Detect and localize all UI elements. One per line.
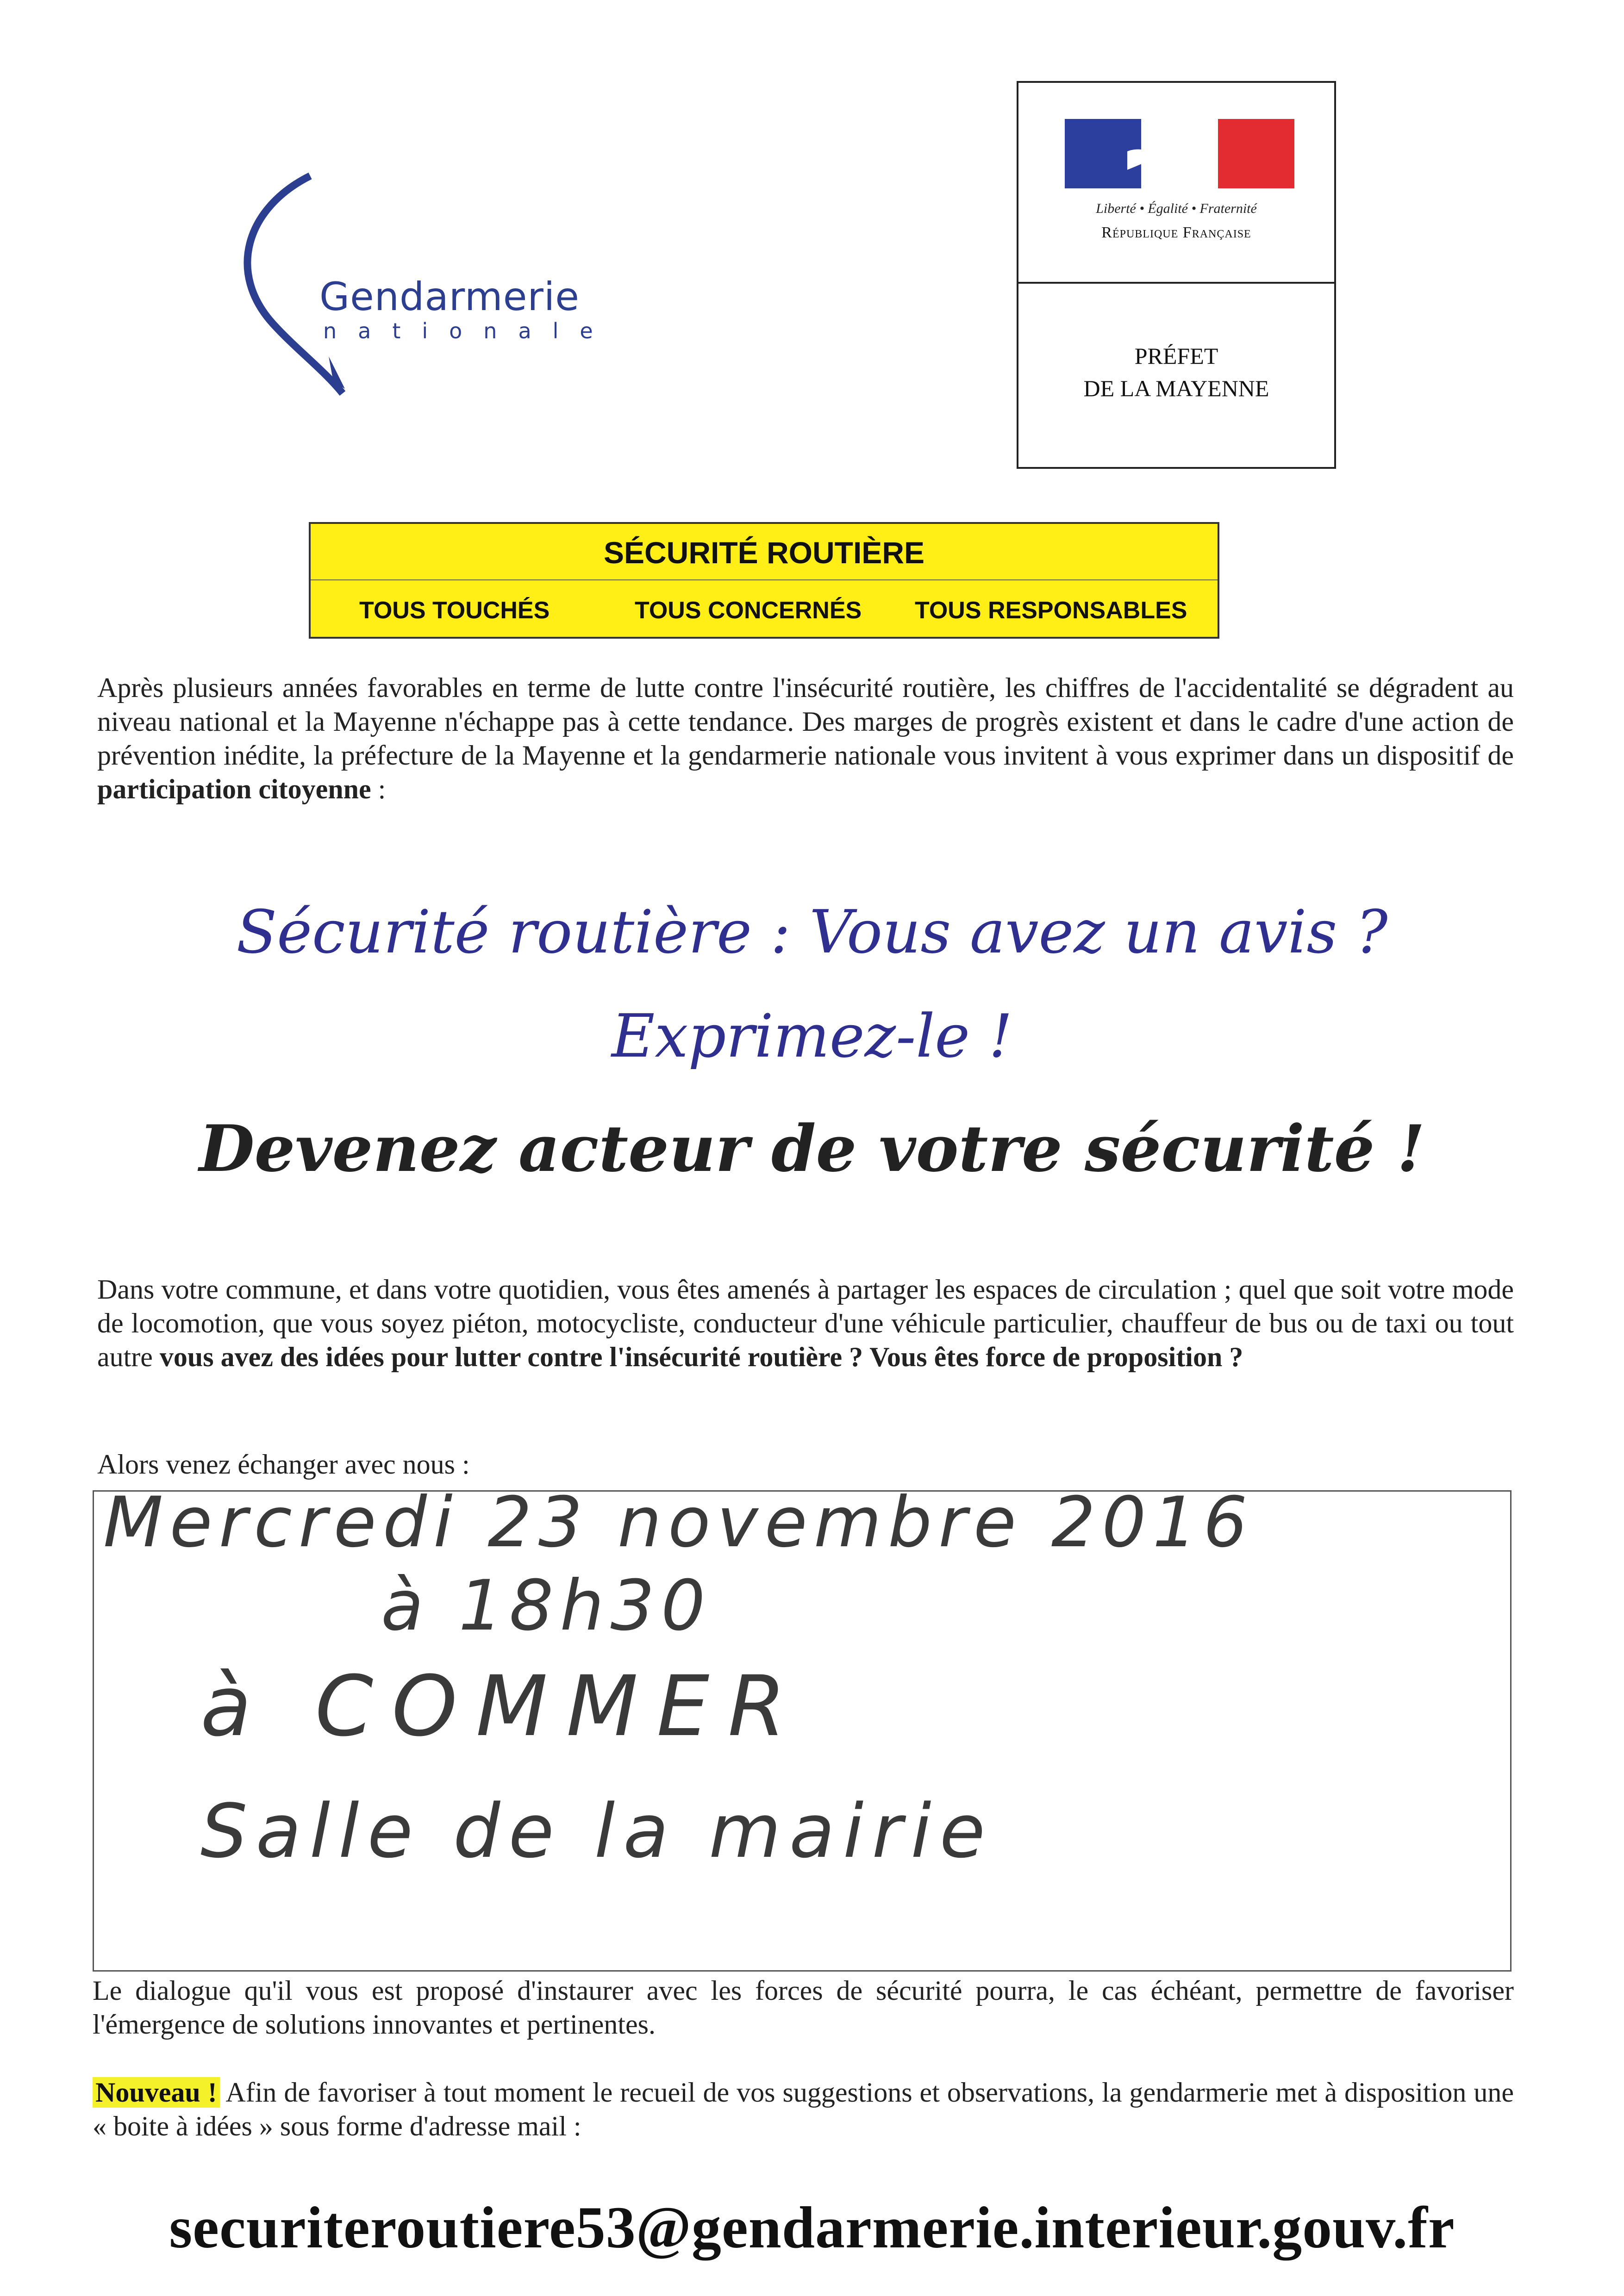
prefet-divider: [1018, 282, 1334, 284]
headline-avis: Sécurité routière : Vous avez un avis ?: [236, 898, 1388, 967]
handwritten-event-box: [93, 1482, 1512, 1972]
intro-bold: participation citoyenne: [97, 774, 371, 804]
handwritten-salle: Salle de la mairie: [200, 1788, 994, 1874]
prefet-block: [1017, 81, 1336, 469]
securite-routiere-banner: [309, 522, 1219, 639]
intro-text: Après plusieurs années favorables en terme de lutte contre l'insécurité routière, les chiffres de l'accidentalité se dégradent au niveau national et la Mayenne n'échappe pas à cette tendance. Des marges de progrès existent et dans le cadre d'une action de prévention inédite, la préfecture de la Mayenne et la gendarmerie nationale vous invitent à vous exprimer dans un dispositif de: [97, 672, 1514, 771]
handwritten-date: Mercredi 23 novembre 2016: [103, 1482, 1254, 1563]
nouveau-text: Afin de favoriser à tout moment le recueil de vos suggestions et observations, la gendarmerie met à disposition une « boite à idées » sous forme d'adresse mail :: [93, 2077, 1514, 2141]
suggestion-email: securiteroutiere53@gendarmerie.interieur.gouv.fr: [169, 2195, 1455, 2260]
slogan-tous-responsables: TOUS RESPONSABLES: [915, 597, 1187, 624]
slogan-tous-touches: TOUS TOUCHÉS: [359, 597, 550, 624]
commune-paragraph: [97, 1273, 1514, 1374]
invite-text: Alors venez échanger avec nous :: [97, 1449, 470, 1480]
commune-bold: vous avez des idées pour lutter contre l'insécurité routière ? Vous êtes force de proposition ?: [159, 1342, 1243, 1372]
prefet-title: [1018, 340, 1334, 404]
commune-text: Dans votre commune, et dans votre quotidien, vous êtes amenés à partager les espaces de circulation ; quel que soit votre mode de locomotion, que vous soyez piéton, motocycliste, conducteur d'une véhicule particulier, chauffeur de bus ou de taxi ou tout autre: [97, 1274, 1514, 1372]
republique-text: République Française: [1101, 224, 1251, 241]
handwritten-time: à 18h30: [381, 1566, 712, 1646]
prefet-line-2: DE LA MAYENNE: [1083, 375, 1269, 401]
devise-text: Liberté • Égalité • Fraternité: [1096, 201, 1257, 216]
headline-exprimez: Exprimez-le !: [611, 1002, 1013, 1071]
nouveau-paragraph: [93, 2076, 1514, 2143]
marianne-flag-icon: [1065, 119, 1294, 188]
gendarmerie-logo: [218, 171, 634, 403]
headline-devenez-acteur: Devenez acteur de votre sécurité !: [199, 1111, 1425, 1186]
handwritten-place: à COMMER: [200, 1658, 805, 1755]
banner-divider: [311, 579, 1218, 580]
gendarmerie-subtitle: nationale: [323, 318, 614, 343]
banner-title: SÉCURITÉ ROUTIÈRE: [603, 535, 925, 570]
nouveau-highlight: Nouveau !: [93, 2077, 220, 2108]
prefet-line-1: PRÉFET: [1134, 343, 1218, 369]
dialogue-paragraph: Le dialogue qu'il vous est proposé d'instaurer avec les forces de sécurité pourra, le cas échéant, permettre de favoriser l'émergence de solutions innovantes et pertinentes.: [93, 1975, 1514, 2040]
slogan-tous-concernes: TOUS CONCERNÉS: [635, 597, 862, 624]
gendarmerie-name: Gendarmerie: [319, 274, 580, 319]
intro-paragraph: [97, 671, 1514, 806]
intro-end: :: [371, 774, 386, 804]
